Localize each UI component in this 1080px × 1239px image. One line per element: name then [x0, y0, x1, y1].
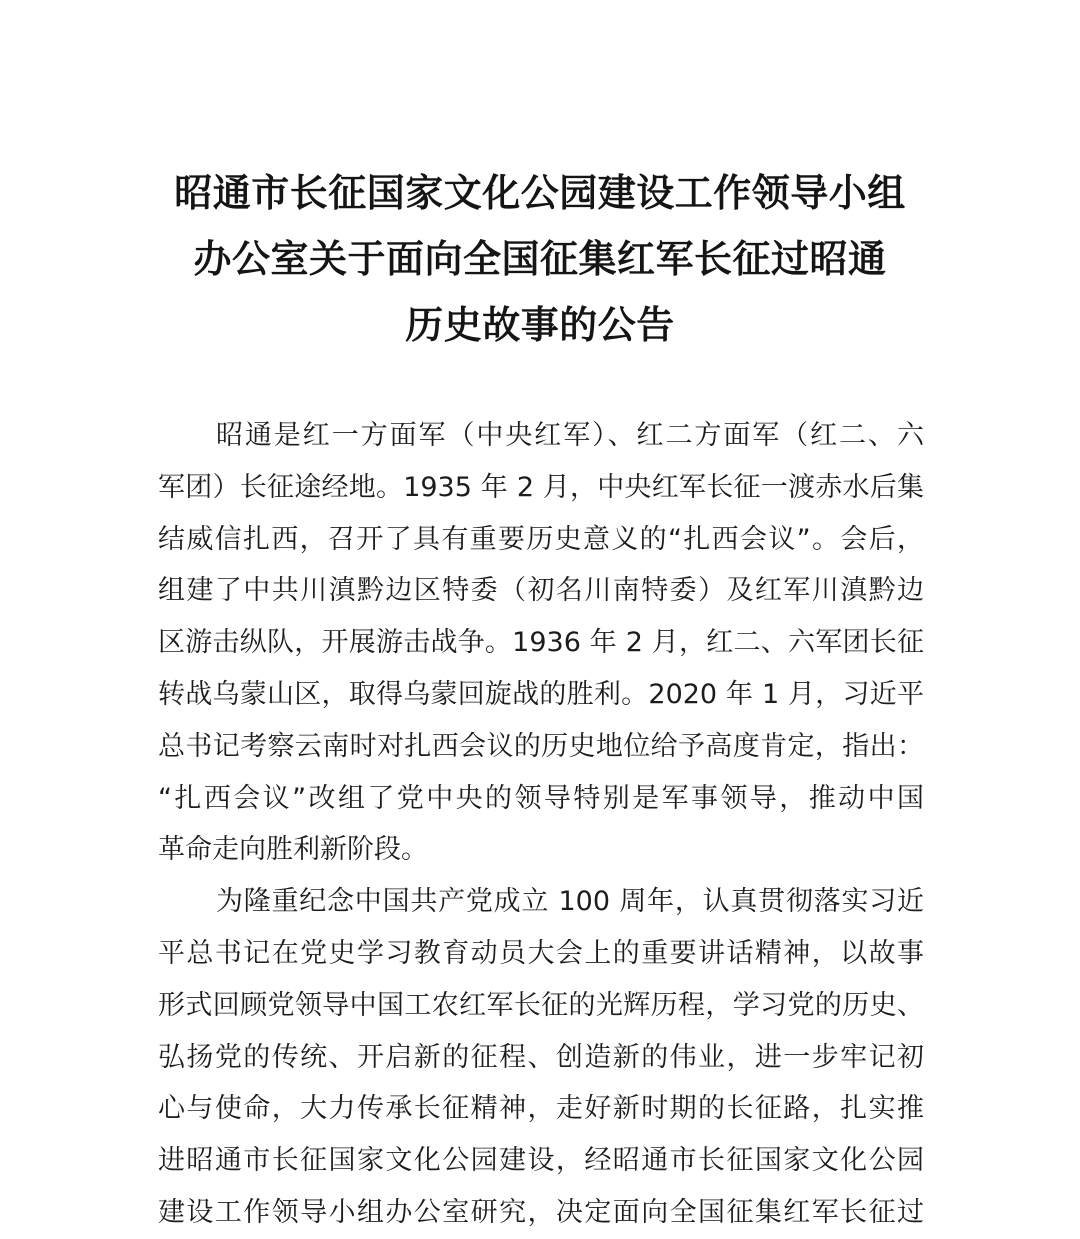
paragraph-line: 军团）长征途经地。1935 年 2 月，中央红军长征一渡赤水后集 — [158, 471, 924, 503]
paragraph-2 — [158, 876, 924, 1239]
paragraph-line: 为隆重纪念中国共产党成立 100 周年，认真贯彻落实习近 — [216, 886, 924, 918]
title-line-1: 昭通市长征国家文化公园建设工作领导小组 — [174, 171, 906, 215]
paragraph-line: 弘扬党的传统、开启新的征程、创造新的伟业，进一步牢记初 — [158, 1041, 924, 1073]
document-title — [0, 160, 1080, 358]
paragraph-line: 革命走向胜利新阶段。 — [158, 834, 428, 866]
paragraph-line: 总书记考察云南时对扎西会议的历史地位给予高度肯定，指出： — [158, 730, 924, 762]
paragraph-line: “扎西会议”改组了党中央的领导特别是军事领导，推动中国 — [158, 782, 924, 814]
paragraph-line: 区游击纵队，开展游击战争。1936 年 2 月，红二、六军团长征 — [158, 627, 924, 659]
paragraph-line: 结威信扎西，召开了具有重要历史意义的“扎西会议”。会后， — [158, 523, 924, 555]
title-line-3: 历史故事的公告 — [405, 303, 675, 347]
paragraph-line: 心与使命，大力传承长征精神，走好新时期的长征路，扎实推 — [158, 1093, 924, 1125]
paragraph-line: 形式回顾党领导中国工农红军长征的光辉历程，学习党的历史、 — [158, 989, 924, 1021]
document-body — [158, 410, 924, 1239]
paragraph-1 — [158, 410, 924, 876]
paragraph-line: 进昭通市长征国家文化公园建设，经昭通市长征国家文化公园 — [158, 1145, 924, 1177]
paragraph-line: 平总书记在党史学习教育动员大会上的重要讲话精神，以故事 — [158, 937, 924, 969]
paragraph-line: 转战乌蒙山区，取得乌蒙回旋战的胜利。2020 年 1 月，习近平 — [158, 678, 924, 710]
paragraph-line: 昭通是红一方面军（中央红军）、红二方面军（红二、六 — [216, 420, 924, 451]
paragraph-line: 组建了中共川滇黔边区特委（初名川南特委）及红军川滇黔边 — [158, 575, 924, 607]
paragraph-line: 建设工作领导小组办公室研究，决定面向全国征集红军长征过 — [158, 1196, 924, 1228]
title-line-2: 办公室关于面向全国征集红军长征过昭通 — [193, 237, 887, 281]
